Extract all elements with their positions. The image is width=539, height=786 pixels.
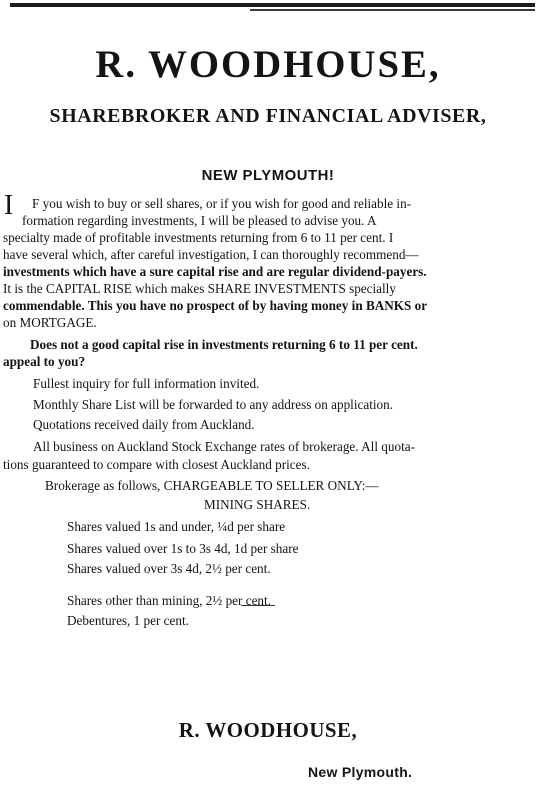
rate-line: Debentures, 1 per cent.	[67, 613, 189, 628]
rate-line: Shares other than mining, 2½ per cent.	[67, 593, 271, 608]
body-line: have several which, after careful investigation, I can thoroughly recommend—	[3, 247, 419, 262]
body-line: Brokerage as follows, CHARGEABLE TO SELLER ONLY:—	[45, 478, 379, 493]
body-line: formation regarding investments, I will be pleased to advise you. A	[22, 213, 377, 228]
signature-place: New Plymouth.	[308, 764, 413, 780]
subheading: SHAREBROKER AND FINANCIAL ADVISER,	[49, 105, 487, 127]
masthead: R. WOODHOUSE,	[95, 43, 441, 86]
top-rule	[10, 3, 535, 7]
body-line: Quotations received daily from Auckland.	[33, 417, 255, 432]
rate-line: Shares valued 1s and under, ¼d per share	[67, 519, 286, 534]
body-line: Does not a good capital rise in investments returning 6 to 11 per cent.	[30, 337, 418, 352]
rate-line: Shares valued over 1s to 3s 4d, 1d per share	[67, 541, 299, 556]
drop-cap: I	[4, 190, 14, 221]
body-line: F you wish to buy or sell shares, or if you wish for good and reliable in-	[32, 196, 412, 211]
body-line: It is the CAPITAL RISE which makes SHARE INVESTMENTS specially	[3, 281, 396, 296]
body-line: on MORTGAGE.	[3, 315, 97, 330]
location-heading: NEW PLYMOUTH!	[201, 167, 335, 184]
body-line: commendable. This you have no prospect of by having money in BANKS or	[3, 298, 428, 313]
body-line: Monthly Share List will be forwarded to any address on application.	[33, 397, 394, 412]
signature: R. WOODHOUSE,	[178, 718, 358, 742]
top-rule-secondary	[250, 9, 535, 11]
body-line: investments which have a sure capital rise and are regular dividend-payers.	[3, 264, 427, 279]
body-line: Fullest inquiry for full information invited.	[33, 376, 260, 391]
body-line: specialty made of profitable investments returning from 6 to 11 per cent. I	[3, 230, 394, 245]
body-line: tions guaranteed to compare with closest Auckland prices.	[3, 457, 310, 472]
section-heading: MINING SHARES.	[204, 497, 311, 512]
rate-line: Shares valued over 3s 4d, 2½ per cent.	[67, 561, 271, 576]
body-line: appeal to you?	[3, 354, 86, 369]
body-line: All business on Auckland Stock Exchange rates of brokerage. All quota-	[33, 439, 415, 454]
